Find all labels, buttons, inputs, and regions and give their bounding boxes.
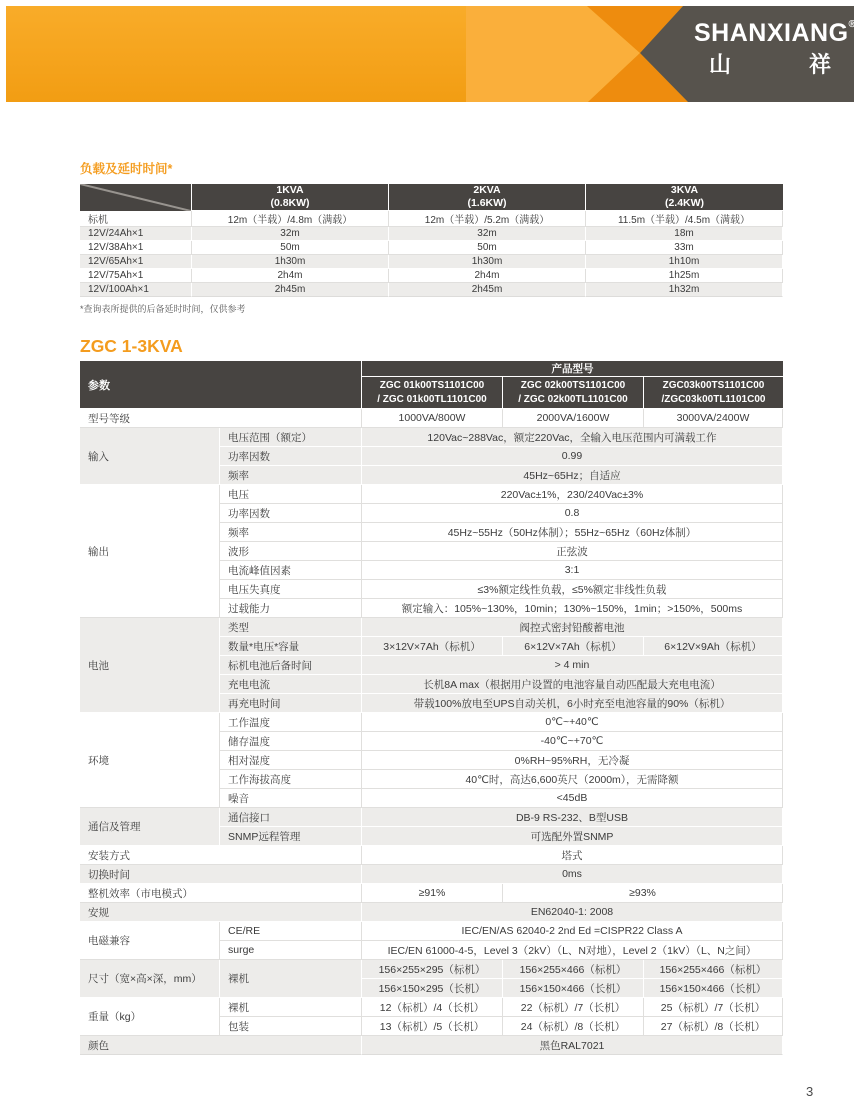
cell-value: 2h45m [192, 283, 389, 297]
registered-trademark-mark: ® [848, 19, 857, 30]
dimensions-row [80, 960, 783, 979]
table-row [80, 283, 783, 297]
cell-value: 22（标机）/7（长机） [503, 998, 644, 1017]
cell-value: 12（标机）/4（长机） [362, 998, 503, 1017]
param-label: 电压 [220, 485, 362, 504]
brand-cn-char-left: 山 [709, 52, 732, 77]
section-label-input: 输入 [80, 428, 220, 485]
section-label-battery: 电池 [80, 618, 220, 713]
cell-value: 156×150×295（长机） [362, 979, 503, 998]
cell-value: 18m [586, 227, 783, 241]
param-label: 数量*电压*容量 [220, 637, 362, 656]
row-label: 12V/24Ah×1 [80, 227, 192, 241]
param-label: 电流峰值因素 [220, 561, 362, 580]
cell-value: 45Hz~65Hz；自适应 [362, 466, 783, 485]
brand-name-cn [709, 52, 831, 78]
cell-value: > 4 min [362, 656, 783, 675]
cell-value: 50m [192, 241, 389, 255]
param-label: 电压范围（额定） [220, 428, 362, 447]
safety-row [80, 903, 783, 922]
load-table-title: 负载及延时时间* [80, 162, 173, 176]
weight-row [80, 998, 783, 1017]
brand-cn-char-right: 祥 [808, 52, 831, 77]
brand-name-en [694, 18, 857, 48]
param-label: SNMP远程管理 [220, 827, 362, 846]
input-row [80, 428, 783, 447]
row-label: 12V/38Ah×1 [80, 241, 192, 255]
section-label-emc: 电磁兼容 [80, 922, 220, 960]
cell-value: 32m [192, 227, 389, 241]
table-row [80, 211, 783, 227]
spec-table-title: ZGC 1-3KVA [80, 336, 183, 356]
cell-value: DB-9 RS-232、B型USB [362, 808, 783, 827]
diagonal-line [80, 184, 191, 211]
row-label: 安装方式 [80, 846, 362, 865]
cell-value: 额定输入：105%~130%，10min；130%~150%，1min；>150%，500ms [362, 599, 783, 618]
cell-value: 0%RH~95%RH，无冷凝 [362, 751, 783, 770]
row-label: 12V/65Ah×1 [80, 255, 192, 269]
cell-value: <45dB [362, 789, 783, 808]
table-row [80, 269, 783, 283]
page-number: 3 [806, 1084, 814, 1099]
section-label-weight: 重量（kg） [80, 998, 220, 1036]
model-header-3kva: ZGC03k00TS1101C00 /ZGC03k00TL1101C00 [644, 377, 783, 409]
cell-value: 6×12V×9Ah（标机） [644, 637, 783, 656]
cell-value: 156×150×466（长机） [644, 979, 783, 998]
diagonal-header-cell [80, 184, 192, 211]
column-header-3kva: 3KVA (2.4KW) [586, 184, 783, 211]
rating-row [80, 409, 783, 428]
battery-row [80, 618, 783, 637]
load-backup-time-table [80, 184, 783, 297]
cell-value: 1h25m [586, 269, 783, 283]
cell-value: 120Vac~288Vac，额定220Vac，全输入电压范围内可满载工作 [362, 428, 783, 447]
param-label: 频率 [220, 466, 362, 485]
cell-value: 3:1 [362, 561, 783, 580]
cell-value: 12m（半载）/4.8m（满载） [192, 211, 389, 227]
param-label: 波形 [220, 542, 362, 561]
param-label: 裸机 [220, 998, 362, 1017]
param-label: 功率因数 [220, 504, 362, 523]
cell-value: IEC/EN/AS 62040-2 2nd Ed =CISPR22 Class A [362, 922, 783, 941]
cell-value: 1h30m [389, 255, 586, 269]
param-label: 通信接口 [220, 808, 362, 827]
cell-value: 156×255×295（标机） [362, 960, 503, 979]
param-label: 过载能力 [220, 599, 362, 618]
communication-row [80, 808, 783, 827]
brand-banner [6, 6, 857, 102]
param-label: 包装 [220, 1017, 362, 1036]
cell-value: 2h4m [192, 269, 389, 283]
cell-value: 50m [389, 241, 586, 255]
param-label: 储存温度 [220, 732, 362, 751]
column-header-1kva: 1KVA (0.8KW) [192, 184, 389, 211]
cell-value: 1000VA/800W [362, 409, 503, 428]
model-header-1kva: ZGC 01k00TS1101C00 / ZGC 01k00TL1101C00 [362, 377, 503, 409]
cell-value: 156×255×466（标机） [644, 960, 783, 979]
cell-value: 33m [586, 241, 783, 255]
cell-value: 可选配外置SNMP [362, 827, 783, 846]
section-label-communication: 通信及管理 [80, 808, 220, 846]
cell-value: 11.5m（半载）/4.5m（满载） [586, 211, 783, 227]
cell-value: 220Vac±1%，230/240Vac±3% [362, 485, 783, 504]
cell-value: 2h4m [389, 269, 586, 283]
row-label: 安规 [80, 903, 362, 922]
param-label: 功率因数 [220, 447, 362, 466]
row-label: 颜色 [80, 1036, 362, 1055]
table-row [80, 255, 783, 269]
cell-value: 2000VA/1600W [503, 409, 644, 428]
param-label: 工作温度 [220, 713, 362, 732]
param-label: 电压失真度 [220, 580, 362, 599]
row-label: 整机效率（市电模式） [80, 884, 362, 903]
section-label-output: 输出 [80, 485, 220, 618]
cell-value: 3000VA/2400W [644, 409, 783, 428]
brand-wordmark: SHANXIANG [694, 19, 849, 47]
row-label: 12V/75Ah×1 [80, 269, 192, 283]
cell-value: 24（标机）/8（长机） [503, 1017, 644, 1036]
transfer-time-row [80, 865, 783, 884]
cell-value: 0.8 [362, 504, 783, 523]
param-label: 充电电流 [220, 675, 362, 694]
cell-value: ≥91% [362, 884, 503, 903]
cell-value: 阀控式密封铅酸蓄电池 [362, 618, 783, 637]
table-row [80, 241, 783, 255]
cell-value: 2h45m [389, 283, 586, 297]
cell-value: 0.99 [362, 447, 783, 466]
row-label: 型号等级 [80, 409, 362, 428]
model-header-2kva: ZGC 02k00TS1101C00 / ZGC 02k00TL1101C00 [503, 377, 644, 409]
cell-value: 0ms [362, 865, 783, 884]
cell-value: ≥93% [503, 884, 783, 903]
environment-row [80, 713, 783, 732]
installation-row [80, 846, 783, 865]
param-label: 工作海拔高度 [220, 770, 362, 789]
row-label: 12V/100Ah×1 [80, 283, 192, 297]
cell-value: 27（标机）/8（长机） [644, 1017, 783, 1036]
cell-value: 45Hz~55Hz（50Hz体制）；55Hz~65Hz（60Hz体制） [362, 523, 783, 542]
output-row [80, 485, 783, 504]
cell-value: 25（标机）/7（长机） [644, 998, 783, 1017]
cell-value: 156×255×466（标机） [503, 960, 644, 979]
cell-value: EN62040-1: 2008 [362, 903, 783, 922]
param-label: 标机电池后备时间 [220, 656, 362, 675]
param-label: 裸机 [220, 960, 362, 998]
param-label: 相对湿度 [220, 751, 362, 770]
row-label: 切换时间 [80, 865, 362, 884]
cell-value: ≤3%额定线性负载，≤5%额定非线性负载 [362, 580, 783, 599]
cell-value: 13（标机）/5（长机） [362, 1017, 503, 1036]
load-table-header-row [80, 184, 783, 211]
cell-value: 0℃~+40℃ [362, 713, 783, 732]
column-header-2kva: 2KVA (1.6KW) [389, 184, 586, 211]
page-content [80, 102, 783, 1055]
cell-value: 40℃时，高达6,600英尺（2000m），无需降额 [362, 770, 783, 789]
section-label-dimensions: 尺寸（宽×高×深，mm） [80, 960, 220, 998]
row-label: 标机 [80, 211, 192, 227]
param-label: surge [220, 941, 362, 960]
param-label: 噪音 [220, 789, 362, 808]
cell-value: 带载100%放电至UPS自动关机，6小时充至电池容量的90%（标机） [362, 694, 783, 713]
brand-logo [694, 18, 857, 78]
cell-value: 3×12V×7Ah（标机） [362, 637, 503, 656]
param-label: 频率 [220, 523, 362, 542]
efficiency-row [80, 884, 783, 903]
spec-header-row-1 [80, 361, 783, 377]
emc-row [80, 922, 783, 941]
param-label: 类型 [220, 618, 362, 637]
cell-value: 156×150×466（长机） [503, 979, 644, 998]
spec-table [80, 361, 783, 1055]
color-row [80, 1036, 783, 1055]
cell-value: 1h10m [586, 255, 783, 269]
param-header: 参数 [80, 361, 362, 409]
param-label: 再充电时间 [220, 694, 362, 713]
cell-value: 12m（半载）/5.2m（满载） [389, 211, 586, 227]
table-row [80, 227, 783, 241]
cell-value: 1h32m [586, 283, 783, 297]
cell-value: 正弦波 [362, 542, 783, 561]
section-label-environment: 环境 [80, 713, 220, 808]
cell-value: 黑色RAL7021 [362, 1036, 783, 1055]
cell-value: IEC/EN 61000-4-5，Level 3（2kV）（L、N对地），Level 2（1kV）（L、N之间） [362, 941, 783, 960]
cell-value: 6×12V×7Ah（标机） [503, 637, 644, 656]
cell-value: 1h30m [192, 255, 389, 269]
cell-value: -40℃~+70℃ [362, 732, 783, 751]
cell-value: 塔式 [362, 846, 783, 865]
param-label: CE/RE [220, 922, 362, 941]
load-table-footnote: *查询表所提供的后备延时时间，仅供参考 [80, 304, 246, 314]
product-model-header: 产品型号 [362, 361, 783, 377]
cell-value: 长机8A max（根据用户设置的电池容量自动匹配最大充电电流） [362, 675, 783, 694]
cell-value: 32m [389, 227, 586, 241]
